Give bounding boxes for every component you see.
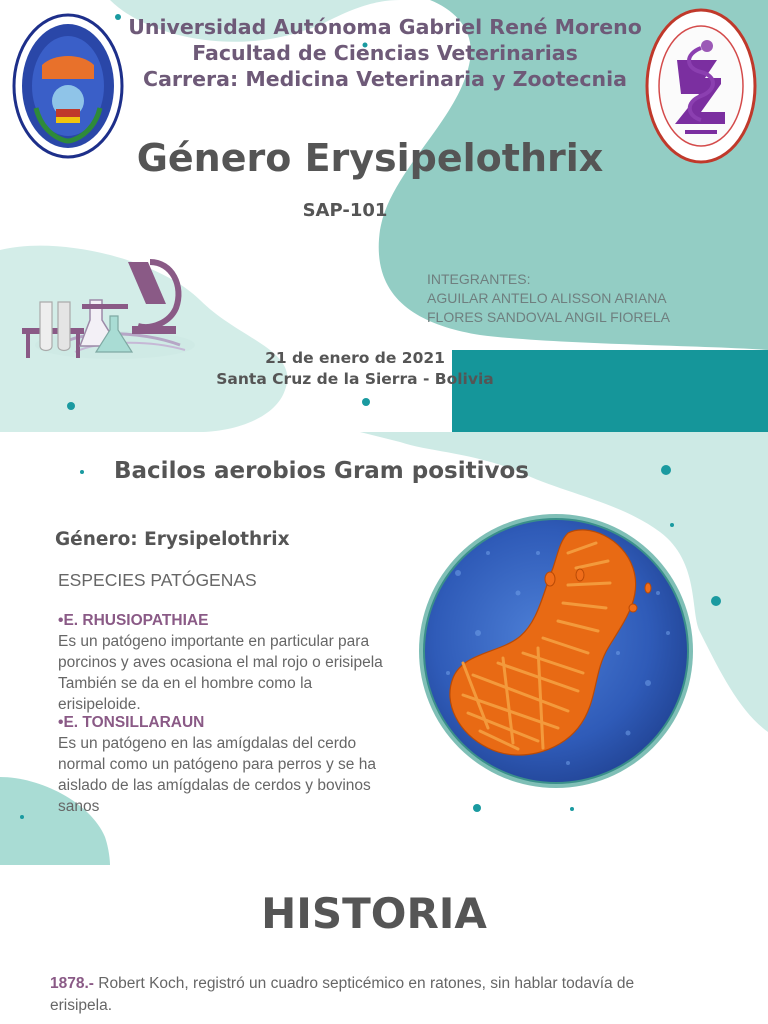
species-text-line: porcinos y aves ocasiona el mal rojo o erisipela: [58, 654, 383, 671]
species-text-line: erisipeloide.: [58, 696, 141, 713]
dot: [661, 465, 671, 475]
date-place: [190, 348, 520, 390]
bacteria-slide: [0, 432, 768, 865]
dot: [570, 807, 574, 811]
history-paragraph: [50, 973, 710, 1017]
history-text-line: Robert Koch, registró un cuadro septicémico en ratones, sin hablar todavía de: [93, 975, 635, 992]
species-text-line: Es un patógeno importante en particular para: [58, 633, 370, 650]
bullet: •: [58, 612, 64, 629]
page-title: Género Erysipelothrix: [136, 136, 604, 180]
species-item: [58, 712, 408, 817]
history-heading: HISTORIA: [261, 889, 487, 938]
bullet: •: [58, 714, 64, 731]
date: 21 de enero de 2021: [265, 349, 445, 367]
species-heading: ESPECIES PATÓGENAS: [58, 570, 257, 590]
dot: [80, 470, 84, 474]
species-text-line: sanos: [58, 798, 100, 815]
species-name: [58, 712, 408, 733]
species-text-line: También se da en el hombre como la: [58, 675, 313, 692]
history-slide: [0, 865, 768, 1024]
history-year: 1878.-: [50, 975, 94, 992]
dot: [711, 596, 721, 606]
species-name-text: E. RHUSIOPATHIAE: [63, 612, 209, 629]
member-name: AGUILAR ANTELO ALISSON ARIANA: [427, 290, 667, 306]
university-header: [120, 14, 650, 92]
bacteria-micrograph: [418, 513, 694, 789]
species-name-text: E. TONSILLARAUN: [63, 714, 205, 731]
species-item: [58, 610, 408, 715]
species-name: [58, 610, 408, 631]
faculty-name: Facultad de Ciencias Veterinarias: [192, 41, 578, 65]
university-name: Universidad Autónoma Gabriel René Moreno: [128, 15, 642, 39]
dot: [67, 402, 75, 410]
species-text-line: Es un patógeno en las amígdalas del cerdo: [58, 735, 357, 752]
genus-heading: Género: Erysipelothrix: [55, 529, 290, 550]
course-code: SAP-101: [302, 200, 388, 221]
history-text-line: erisipela.: [50, 997, 113, 1014]
section-heading: Bacilos aerobios Gram positivos: [114, 458, 529, 484]
career-name: Carrera: Medicina Veterinaria y Zootecnia: [143, 67, 627, 91]
species-text-line: normal como un patógeno para perros y se ha: [58, 756, 376, 773]
dot: [20, 815, 24, 819]
dot: [473, 804, 481, 812]
dot: [362, 398, 370, 406]
member-name: FLORES SANDOVAL ANGIL FIORELA: [427, 309, 670, 325]
members-label: INTEGRANTES:: [427, 271, 531, 287]
species-text-line: aislado de las amígdalas de cerdos y bovinos: [58, 777, 371, 794]
members-list: [427, 270, 670, 327]
place: Santa Cruz de la Sierra - Bolivia: [216, 370, 494, 388]
cover-slide: [0, 0, 768, 432]
